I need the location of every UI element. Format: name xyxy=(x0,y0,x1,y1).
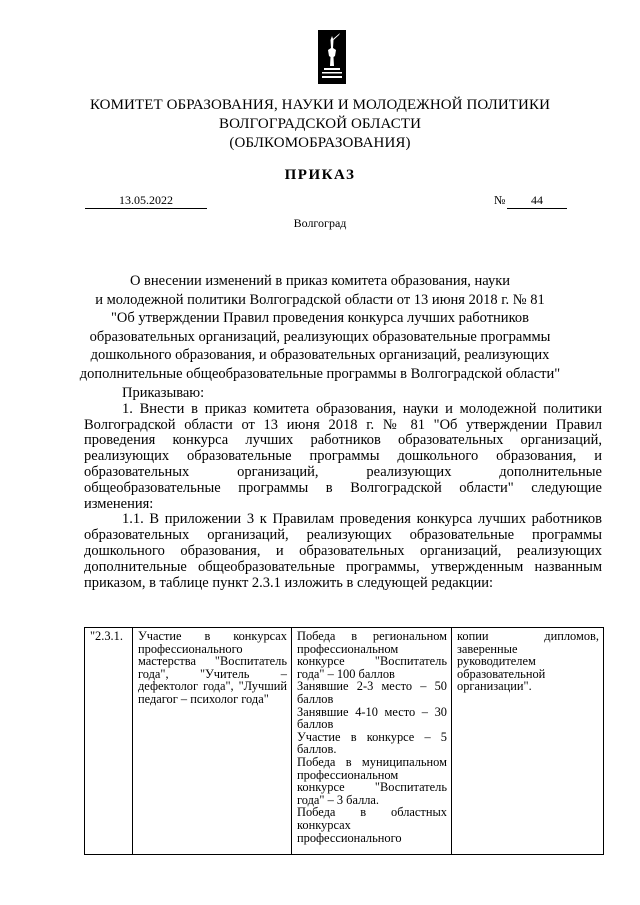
points-item: Занявшие 4-10 место – 30 баллов xyxy=(297,704,447,732)
order-number: 44 xyxy=(507,192,567,209)
city-name: Волгоград xyxy=(293,216,347,230)
order-subject xyxy=(60,272,580,384)
subject-line: образовательных организаций, реализующих образовательные программы xyxy=(89,328,551,345)
subject-line: и молодежной политики Волгоградской области от 13 июня 2018 г. № 81 xyxy=(95,291,545,308)
order-paragraph-1-1: 1.1. В приложении 3 к Правилам проведения конкурса лучших работников образовательных организаций, реализующих образовательные программы дошкольного образования, и образовательных организаций, реализующих дополнительные общеобразовательные программы, утвержденным названным приказом, в таблице пункт 2.3.1 изложить в следующей редакции: xyxy=(84,511,602,591)
order-date: 13.05.2022 xyxy=(85,192,207,209)
subject-line: дошкольного образования, и образовательных организаций, реализующих xyxy=(90,347,550,364)
order-body xyxy=(84,386,602,591)
org-line: КОМИТЕТ ОБРАЗОВАНИЯ, НАУКИ И МОЛОДЕЖНОЙ ПОЛИТИКИ xyxy=(89,97,551,113)
points-item: Победа в региональном профессиональном конкурсе "Воспитатель года" – 100 баллов xyxy=(297,629,447,681)
org-line: ВОЛГОГРАДСКОЙ ОБЛАСТИ xyxy=(218,116,422,132)
order-intro: Приказываю: xyxy=(122,385,205,401)
criterion-code: "2.3.1. xyxy=(90,629,123,643)
order-number-sign: № xyxy=(494,193,506,207)
criteria-table xyxy=(84,627,604,855)
points-item: Участие в конкурсе – 5 баллов. xyxy=(297,729,447,757)
table-cell-code xyxy=(85,628,133,855)
table-row xyxy=(85,628,604,855)
table-cell-evidence xyxy=(452,628,604,855)
volgograd-coat-of-arms-icon xyxy=(318,30,346,84)
table-cell-points xyxy=(292,628,452,855)
subject-line: дополнительные общеобразовательные программы в Волгоградской области" xyxy=(79,365,561,382)
subject-line: О внесении изменений в приказ комитета образования, науки xyxy=(129,273,511,289)
points-item: Победа в муниципальном профессиональном конкурсе "Воспитатель года" – 3 балла. xyxy=(297,754,447,807)
criterion-text: Участие в конкурсах профессионального мастерства "Воспитатель года", "Учитель – дефектолог года", "Лучший педагог – психолог года" xyxy=(138,629,287,706)
points-item: Занявшие 2-3 место – 50 баллов xyxy=(297,679,447,706)
subject-line: "Об утверждении Правил проведения конкурса лучших работников xyxy=(111,310,529,327)
table-cell-criterion xyxy=(133,628,292,855)
document-type-title: ПРИКАЗ xyxy=(284,167,356,183)
organization-name xyxy=(60,96,580,153)
evidence-text: копии дипломов, заверенные руководителем образовательной организации". xyxy=(457,629,599,694)
order-paragraph-1: 1. Внести в приказ комитета образования, науки и молодежной политики Волгоградской области от 13 июня 2018 г. № 81 "Об утверждении Правил проведения конкурса лучших работников образовательных организаций, реализующих образовательные программы дошкольного образования, и образовательных организаций, реализующих дополнительные общеобразовательные программы в Волгоградской области" следующие изменения: xyxy=(84,400,602,512)
points-item: Победа в областных конкурсах профессионального xyxy=(297,805,447,845)
org-line: (ОБЛКОМОБРАЗОВАНИЯ) xyxy=(229,135,411,151)
